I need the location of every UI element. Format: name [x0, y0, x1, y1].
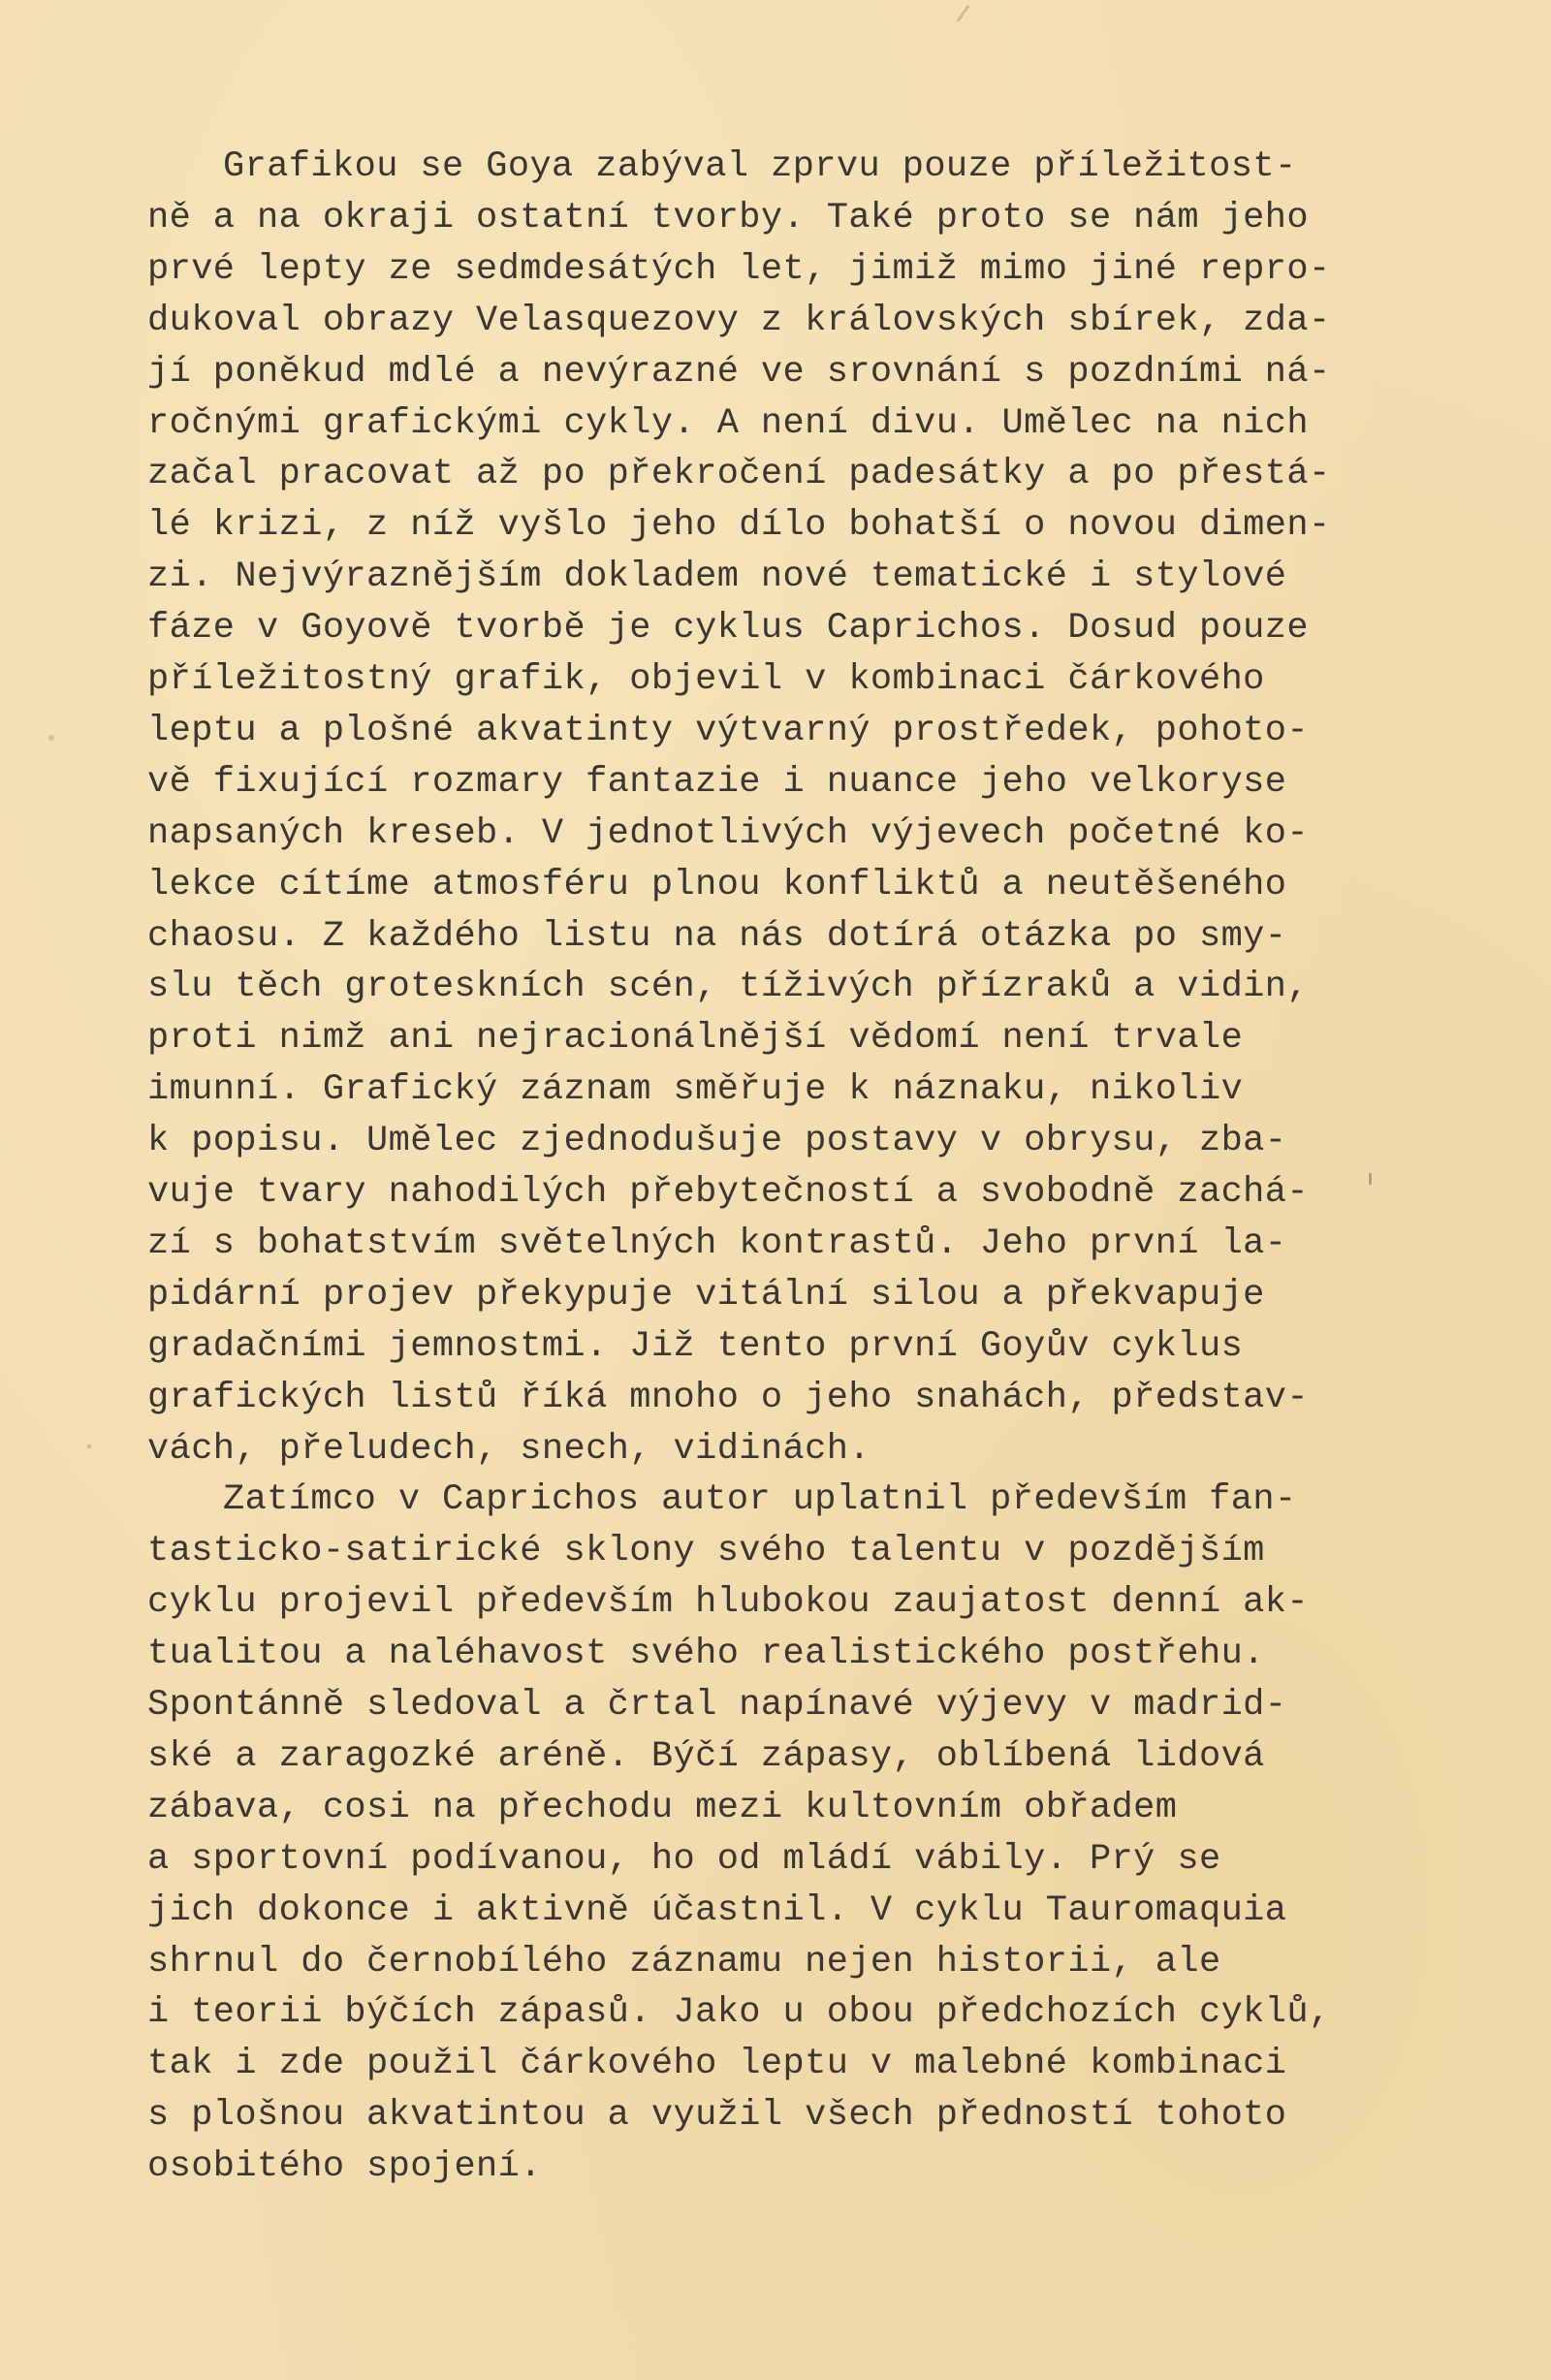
- text-line: lé krizi, z níž vyšlo jeho dílo bohatší o novou dimen-: [147, 505, 1331, 547]
- text-line: vách, přeludech, snech, vidinách.: [147, 1428, 870, 1470]
- text-line: imunní. Grafický záznam směřuje k náznaku, nikoliv: [147, 1069, 1244, 1111]
- text-line: gradačními jemnostmi. Již tento první Goyův cyklus: [147, 1325, 1244, 1367]
- text-line: lekce cítíme atmosféru plnou konfliktů a neutěšeného: [147, 864, 1287, 905]
- text-line: cyklu projevil především hlubokou zaujatost denní ak-: [147, 1582, 1309, 1624]
- text-line: a sportovní podívanou, ho od mládí vábily. Prý se: [147, 1838, 1221, 1880]
- text-line: tualitou a naléhavost svého realistického postřehu.: [147, 1634, 1265, 1675]
- paper-speck: [87, 1444, 91, 1448]
- text-line: proti nimž ani nejracionálnější vědomí není trvale: [147, 1018, 1244, 1060]
- text-line: Grafikou se Goya zabýval zprvu pouze příležitost-: [223, 146, 1297, 187]
- text-line: k popisu. Umělec zjednodušuje postavy v obrysu, zba-: [147, 1121, 1287, 1162]
- text-line: napsaných kreseb. V jednotlivých výjevech početné ko-: [147, 812, 1309, 854]
- text-line: příležitostný grafik, objevil v kombinaci čárkového: [147, 659, 1265, 700]
- text-line: ské a zaragozké aréně. Býčí zápasy, oblíbená lidová: [147, 1735, 1265, 1777]
- text-line: pidární projev překypuje vitální silou a překvapuje: [147, 1274, 1265, 1316]
- text-line: zi. Nejvýraznějším dokladem nové tematické i stylové: [147, 556, 1287, 598]
- pencil-mark: [957, 5, 970, 22]
- paper-speck: [1369, 1173, 1372, 1185]
- text-line: chaosu. Z každého listu na nás dotírá otázka po smy-: [147, 915, 1287, 957]
- text-line: zábava, cosi na přechodu mezi kultovním obřadem: [147, 1787, 1178, 1828]
- text-line: jich dokonce i aktivně účastnil. V cyklu Tauromaquia: [147, 1889, 1287, 1931]
- text-line: tasticko-satirické sklony svého talentu v pozdějším: [147, 1531, 1265, 1572]
- text-line: shrnul do černobílého záznamu nejen historii, ale: [147, 1941, 1221, 1983]
- text-line: začal pracovat až po překročení padesátky a po přestá-: [147, 454, 1331, 495]
- text-line: i teorii býčích zápasů. Jako u obou předchozích cyklů,: [147, 1992, 1331, 2034]
- text-line: jí poněkud mdlé a nevýrazné ve srovnání s pozdními ná-: [147, 351, 1331, 393]
- text-line: ročnými grafickými cykly. A není divu. Umělec na nich: [147, 402, 1309, 444]
- text-line: grafických listů říká mnoho o jeho snahách, představ-: [147, 1377, 1309, 1418]
- text-line: Spontánně sledoval a črtal napínavé výjevy v madrid-: [147, 1685, 1287, 1726]
- text-line: ně a na okraji ostatní tvorby. Také proto se nám jeho: [147, 197, 1309, 238]
- text-line: vě fixující rozmary fantazie i nuance jeho velkoryse: [147, 761, 1287, 803]
- text-line: prvé lepty ze sedmdesátých let, jimiž mimo jiné repro-: [147, 248, 1331, 290]
- text-line: leptu a plošné akvatinty výtvarný prostředek, pohoto-: [147, 710, 1309, 751]
- text-line: s plošnou akvatintou a využil všech předností tohoto: [147, 2095, 1287, 2137]
- text-line: slu těch groteskních scén, tíživých přízraků a vidin,: [147, 967, 1309, 1008]
- paper-speck: [48, 735, 54, 741]
- text-line: zí s bohatstvím světelných kontrastů. Jeho první la-: [147, 1222, 1287, 1264]
- text-line: dukoval obrazy Velasquezovy z královských sbírek, zda-: [147, 300, 1331, 341]
- text-line: vuje tvary nahodilých přebytečností a svobodně zachá-: [147, 1172, 1309, 1213]
- text-line: Zatímco v Caprichos autor uplatnil především fan-: [223, 1479, 1297, 1521]
- text-line: osobitého spojení.: [147, 2146, 542, 2188]
- text-line: tak i zde použil čárkového leptu v malebné kombinaci: [147, 2044, 1287, 2085]
- text-line: fáze v Goyově tvorbě je cyklus Caprichos. Dosud pouze: [147, 608, 1309, 650]
